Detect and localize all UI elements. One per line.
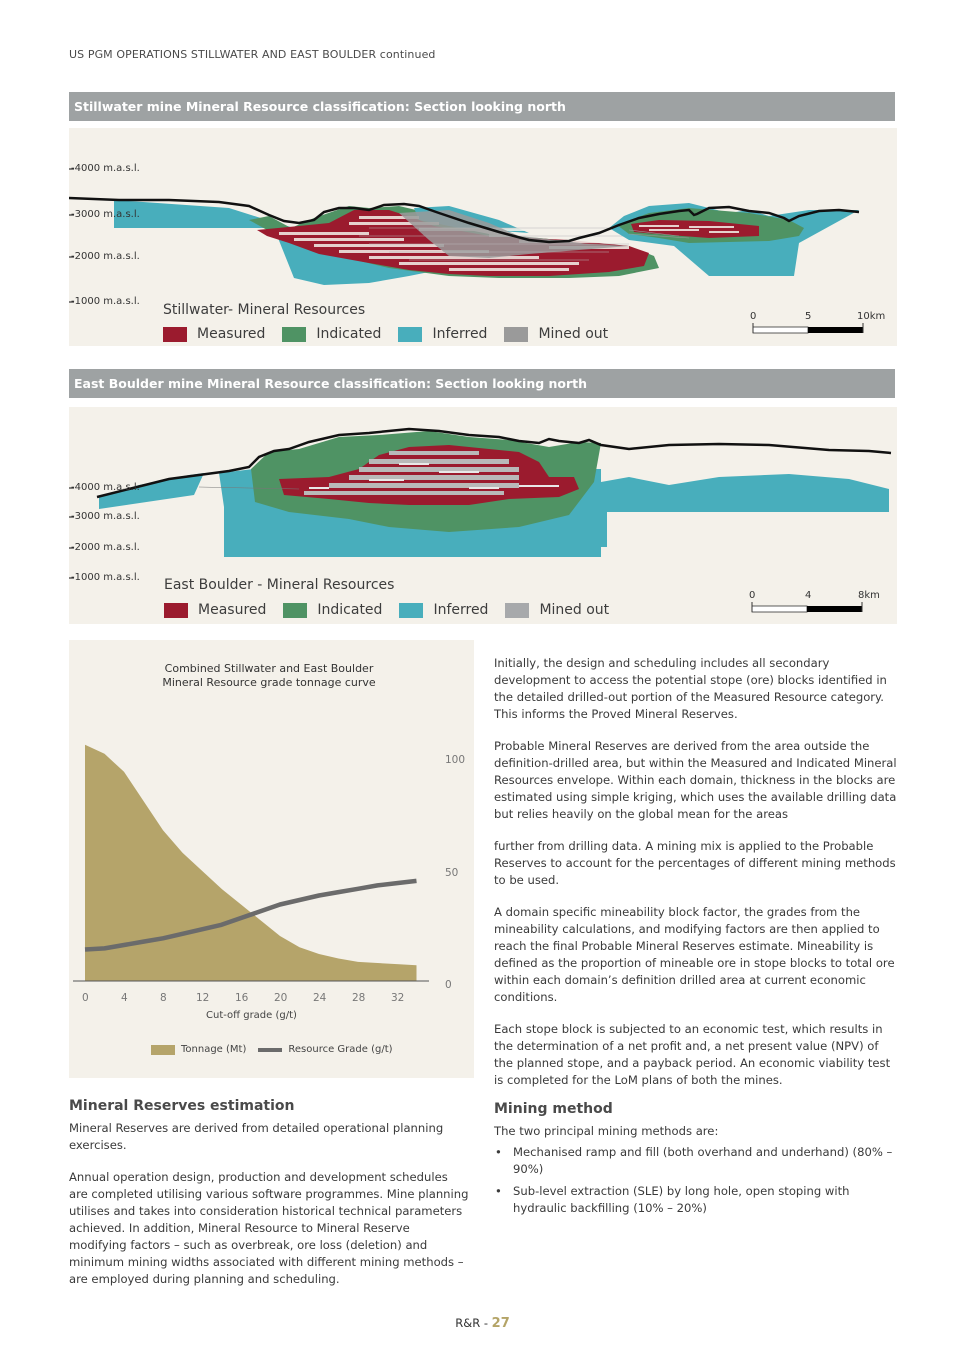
inferred-swatch-icon [398, 327, 422, 342]
legend-label: Mined out [538, 326, 609, 342]
legend-item-inferred [398, 326, 487, 342]
mining-method-list [494, 1144, 899, 1217]
scale-tick: 10km [857, 311, 886, 322]
indicated-swatch-icon [283, 603, 307, 618]
elevation-label-2000: -2000 m.a.s.l. [71, 251, 140, 262]
tonnage-area [85, 745, 417, 981]
mined-out-swatch-icon [505, 603, 529, 618]
list-item-text: Sub-level extraction (SLE) by long hole, open stoping with hydraulic backfilling (10% – 20%) [513, 1184, 850, 1215]
elevation-label-4000: -4000 m.a.s.l. [71, 163, 140, 174]
x-tick-label: 20 [274, 992, 288, 1004]
elevation-label-4000: -4000 m.a.s.l. [71, 482, 140, 493]
scale-tick: 0 [750, 311, 757, 322]
running-head: US PGM OPERATIONS STILLWATER AND EAST BOULDER continued [69, 48, 436, 61]
legend-item-measured [163, 326, 265, 342]
legend-item-mined-out [504, 326, 608, 342]
elevation-label-3000: -3000 m.a.s.l. [71, 511, 140, 522]
right-column-text [494, 655, 899, 1222]
measured-swatch-icon [164, 603, 188, 618]
elevation-label-3000: -3000 m.a.s.l. [71, 209, 140, 220]
mining-method-heading: Mining method [494, 1101, 613, 1117]
paragraph: Each stope block is subjected to an economic test, which results in the determination of a net profit and, a net present value (NPV) of the planned stope, and a payback period. An economic viability test is completed for the LoM plans of both the mines. [494, 1022, 891, 1087]
mined-out-swatch-icon [504, 327, 528, 342]
paragraph: A domain specific mineability block factor, the grades from the mineability calculations, and modifying factors are then applied to reach the final Probable Mineral Reserves estimate. Mineability is defined as the proportion of mineable ore in stope blocks to total ore within each domain’s definition drilled area at current economic conditions. [494, 905, 895, 1004]
legend-label: Measured [197, 326, 266, 342]
elevation-label-1000: -1000 m.a.s.l. [71, 296, 140, 307]
legend-label: Inferred [432, 326, 488, 342]
y-tick-label: 50 [445, 866, 459, 879]
page-number: 27 [491, 1316, 510, 1331]
legend-label-tonnage: Tonnage (Mt) [181, 1044, 247, 1055]
stillwater-section-figure [69, 128, 897, 346]
chart-title-line: Combined Stillwater and East Boulder [164, 662, 374, 675]
x-tick-label: 32 [391, 992, 405, 1004]
scale-tick: 0 [749, 590, 756, 601]
x-tick-label: 12 [196, 992, 210, 1004]
legend-label: Inferred [433, 602, 489, 618]
chart-legend [151, 1044, 393, 1055]
list-item [494, 1144, 899, 1178]
footer-prefix: R&R - [455, 1316, 492, 1330]
scale-tick: 8km [858, 590, 880, 601]
x-tick-label: 4 [121, 992, 128, 1004]
legend-item-measured [164, 602, 266, 618]
paragraph: Initially, the design and scheduling includes all secondary development to access the potential stope (ore) blocks identified in the detailed drilled-out portion of the Measured Resource category. This informs the Proved Mineral Reserves. [494, 656, 887, 721]
east-boulder-legend [164, 602, 626, 618]
x-tick-label: 24 [313, 992, 327, 1004]
x-tick-label: 8 [160, 992, 167, 1004]
grade-legend-line-icon [258, 1048, 282, 1052]
measured-swatch-icon [163, 327, 187, 342]
chart-title-line: Mineral Resource grade tonnage curve [162, 676, 376, 689]
paragraph: Mineral Reserves are derived from detailed operational planning exercises. [69, 1121, 444, 1152]
legend-label: Mined out [539, 602, 610, 618]
y-tick-label: 100 [445, 754, 466, 766]
page-footer [0, 1316, 965, 1331]
elevation-label-1000: -1000 m.a.s.l. [71, 572, 140, 583]
east-boulder-section-figure [69, 407, 897, 624]
grade-tonnage-chart [69, 640, 474, 1078]
list-item [494, 1183, 899, 1217]
paragraph: further from drilling data. A mining mix is applied to the Probable Reserves to account for the percentages of different mining methods to be used. [494, 839, 896, 887]
elevation-label-2000: -2000 m.a.s.l. [71, 542, 140, 553]
x-tick-label: 16 [235, 992, 249, 1004]
east-boulder-legend-title: East Boulder - Mineral Resources [164, 577, 395, 593]
x-axis-title: Cut-off grade (g/t) [206, 1010, 297, 1021]
east-boulder-section-title: East Boulder mine Mineral Resource classification: Section looking north [69, 369, 895, 398]
list-item-text: Mechanised ramp and fill (both overhand and underhand) (80% – 90%) [513, 1145, 893, 1176]
bullet-icon: • [495, 1184, 502, 1198]
mineral-reserves-heading: Mineral Reserves estimation [69, 1098, 295, 1114]
scale-tick: 5 [805, 311, 812, 322]
stillwater-section-title: Stillwater mine Mineral Resource classification: Section looking north [69, 92, 895, 121]
legend-label-grade: Resource Grade (g/t) [288, 1044, 393, 1055]
legend-item-inferred [399, 602, 488, 618]
left-column-text [69, 1098, 469, 1303]
stillwater-legend [163, 326, 625, 342]
legend-item-mined-out [505, 602, 609, 618]
legend-label: Indicated [317, 602, 383, 618]
stillwater-legend-title: Stillwater- Mineral Resources [163, 302, 366, 318]
mining-method-intro: The two principal mining methods are: [494, 1124, 719, 1138]
paragraph: Annual operation design, production and development schedules are completed utilising various software programmes. Mine planning utilises and takes into consideration historical technical parameters achieved. In addition, Mineral Resource to Mineral Reserve modifying factors – such as overbreak, ore loss (deletion) and minimum mining widths associated with different mining methods – are employed during planning and scheduling. [69, 1170, 469, 1286]
bullet-icon: • [495, 1145, 502, 1159]
tonnage-legend-swatch-icon [151, 1045, 175, 1055]
paragraph: Probable Mineral Reserves are derived from the area outside the definition-drilled area, but within the Measured and Indicated Mineral Resources envelope. Within each domain, thickness in the blocks are estimated using simple kriging, which uses the available drilling data but relies heavily on the global mean for the areas [494, 739, 897, 821]
indicated-swatch-icon [282, 327, 306, 342]
legend-label: Measured [198, 602, 267, 618]
legend-item-indicated [283, 602, 382, 618]
scale-tick: 4 [805, 590, 812, 601]
x-tick-label: 28 [352, 992, 366, 1004]
legend-item-indicated [282, 326, 381, 342]
inferred-swatch-icon [399, 603, 423, 618]
y-tick-label: 0 [445, 979, 452, 991]
legend-label: Indicated [316, 326, 382, 342]
x-tick-label: 0 [82, 992, 89, 1004]
